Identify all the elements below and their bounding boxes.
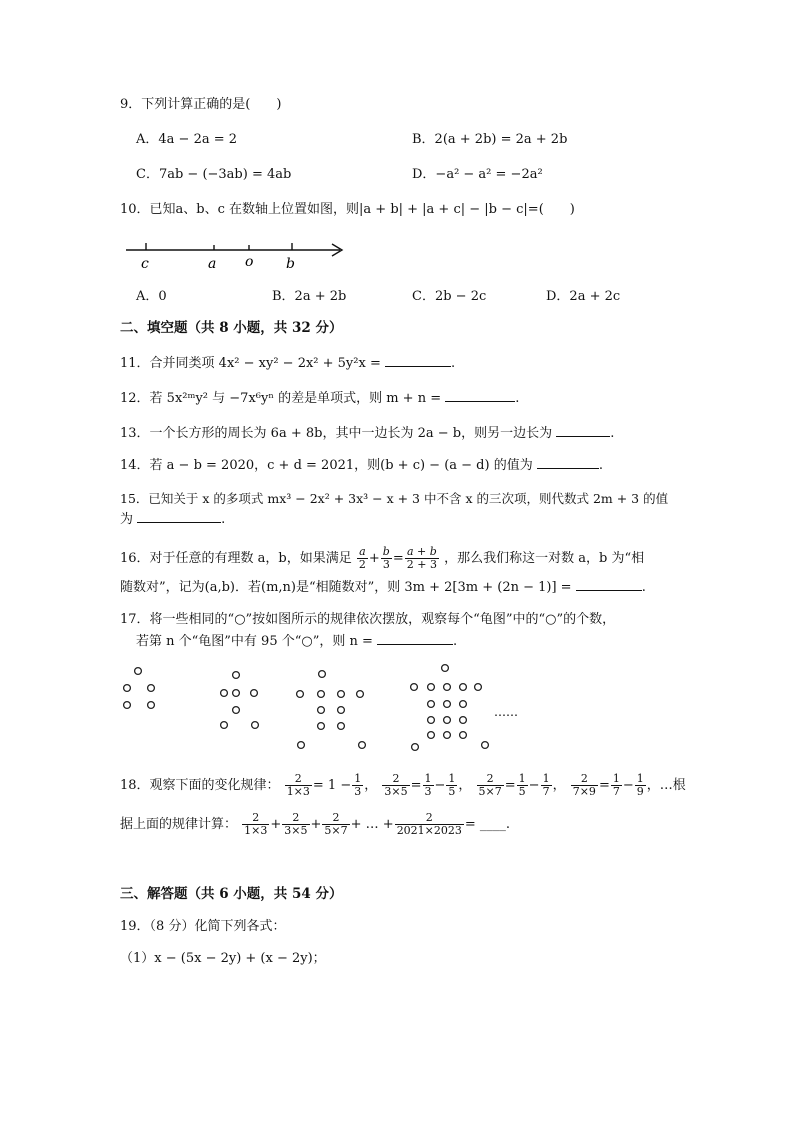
q16-line1	[120, 544, 644, 574]
q18-e2-den: 3×5	[384, 785, 408, 798]
q18-s4	[395, 812, 464, 837]
q14	[120, 456, 603, 475]
circle-f4	[412, 744, 419, 751]
circle-f4	[428, 732, 435, 739]
label-b: b	[286, 256, 295, 272]
q18-e1-rel: = 1 −	[312, 778, 352, 793]
q13	[120, 424, 614, 443]
q18-e3-a	[517, 773, 528, 798]
q18-e4-an: 1	[612, 772, 620, 785]
q9-option-d: D．−a² − a² = −2a²	[412, 167, 543, 182]
circle-f1	[124, 702, 131, 709]
q16-frac-b3	[381, 546, 392, 571]
circle-f2	[251, 690, 258, 697]
q15-wei: 为	[120, 512, 134, 527]
q19-part1: （1）x − (5x − 2y) + (x − 2y)；	[120, 951, 326, 966]
q18-e2-rel: =	[410, 778, 422, 793]
q13-blank[interactable]	[556, 424, 610, 437]
circle-f3	[357, 691, 364, 698]
q12-end: .	[515, 391, 520, 406]
q18-e4-bd: 9	[636, 785, 644, 798]
q16-line2-text: 随数对”，记为(a,b)．若(m,n)是“相随数对”，则 3m + 2[3m + (2n − 1)] =	[120, 580, 572, 595]
q18-e4-rel: =	[598, 778, 610, 793]
q18-e1-rnum: 1	[354, 772, 362, 785]
q18-e4-num: 2	[571, 773, 598, 786]
q18-s4-num: 2	[395, 812, 464, 825]
circle-f3	[359, 742, 366, 749]
q18-dots: + … +	[350, 817, 394, 832]
q11	[120, 354, 455, 373]
circle-f4	[428, 717, 435, 724]
circle-f4	[428, 684, 435, 691]
circle-f3	[318, 691, 325, 698]
q18-e1-den: 1×3	[286, 785, 310, 798]
circle-f3	[338, 707, 345, 714]
circle-f3	[338, 723, 345, 730]
q18-line1: 18．观察下面的变化规律： $\frac{2}{1\times 3}$ = 1 − $\frac{1}{3}$ ， $\frac{2}{3\times 5}$ = $\frac{1}{3}$ − $\frac{1}{5}$ ， $\frac{2}{5\times 7}$ = $\frac{1}{5}$ − $\frac{1}{7}$ ， $\frac{2}{7\times 9}$ = $\frac{1}{7}$ − $\frac{1}{9}$ ，…根	[120, 772, 686, 798]
q15-blank[interactable]	[137, 510, 221, 523]
q16-plus: +	[368, 551, 380, 566]
q10-stem: 10．已知a、b、c 在数轴上位置如图，则|a + b| + |a + c| − |b − c|=( )	[120, 202, 575, 217]
q18-e2-bn: 1	[448, 772, 456, 785]
q11-end: .	[451, 356, 456, 371]
q17-line1: 17．将一些相同的“○”按如图所示的规律依次摆放，观察每个“龟图”中的“○”的个数，	[120, 612, 616, 627]
q18-end[interactable]: = ____.	[464, 817, 511, 832]
q18-e3-an: 1	[518, 772, 526, 785]
q18-e3-bd: 7	[542, 785, 550, 798]
q18-line2: 据上面的规律计算： $\frac{2}{1\times 3}$ + $\frac{2}{3\times 5}$ + $\frac{2}{5\times 7}$ + … + $\frac{2}{2021\times 2023}$ = ____.	[120, 811, 511, 837]
turtle-figures	[110, 660, 550, 754]
circle-f4	[444, 684, 451, 691]
figures-ellipsis: ……	[494, 705, 518, 719]
q16-blank[interactable]	[576, 578, 642, 591]
q18-e4-den: 7×9	[572, 785, 596, 798]
circle-f4	[460, 717, 467, 724]
circle-f4	[444, 701, 451, 708]
q18-s1-den: 1×3	[244, 824, 268, 837]
q16-end: .	[641, 580, 646, 595]
q18-e4-ad: 7	[612, 785, 620, 798]
q18-e3-num: 2	[477, 773, 504, 786]
q18-e2-ad: 3	[424, 785, 432, 798]
circle-f3	[338, 691, 345, 698]
q16-part2: ，那么我们称这一对数 a，b 为“相	[444, 551, 645, 566]
q19-stem: 19．（8 分）化简下列各式：	[120, 919, 286, 934]
q16-line2	[120, 578, 646, 597]
q16-f2-num: b	[382, 545, 390, 558]
q18-s2	[282, 812, 309, 837]
circle-f4	[460, 732, 467, 739]
q17-end: .	[453, 634, 458, 649]
q18-s1-num: 2	[242, 812, 269, 825]
circle-f2	[221, 722, 228, 729]
q14-text: 14．若 a − b = 2020，c + d = 2021，则(b + c) − (a − d) 的值为	[120, 458, 533, 473]
circle-f1	[135, 668, 142, 675]
q9-stem: 9．下列计算正确的是( )	[120, 97, 282, 112]
q18-s3-den: 5×7	[324, 824, 348, 837]
q18-e3-ad: 5	[518, 785, 526, 798]
circle-f4	[444, 717, 451, 724]
q18-e4-frac	[571, 773, 598, 798]
q18-e4-a	[611, 773, 622, 798]
number-line-figure	[122, 238, 352, 274]
q17-blank[interactable]	[377, 632, 453, 645]
q18-s3-num: 2	[322, 812, 349, 825]
q18-e3-minus: −	[528, 778, 540, 793]
q18-e1-rfrac	[352, 773, 363, 798]
q18-e2-bd: 5	[448, 785, 456, 798]
q12-blank[interactable]	[445, 389, 515, 402]
q14-end: .	[598, 458, 603, 473]
circle-f4	[460, 701, 467, 708]
q18-s3	[322, 812, 349, 837]
q14-blank[interactable]	[537, 456, 599, 469]
q15-end: .	[221, 512, 226, 527]
q18-e2-a	[423, 773, 434, 798]
circle-f3	[318, 707, 325, 714]
q18-e2-num: 2	[382, 773, 409, 786]
q11-text: 11．合并同类项 4x² − xy² − 2x² + 5y²x =	[120, 356, 381, 371]
q11-blank[interactable]	[385, 354, 451, 367]
q16-frac-a2	[357, 546, 368, 571]
q18-s1	[242, 812, 269, 837]
circle-f4	[411, 684, 418, 691]
q17-line2-text: 若第 n 个“龟图”中有 95 个“○”，则 n =	[136, 634, 373, 649]
label-a: a	[208, 256, 217, 272]
q16-f2-den: 3	[382, 558, 390, 571]
q15-line1: 15．已知关于 x 的多项式 mx³ − 2x² + 3x³ − x + 3 中不含 x 的三次项，则代数式 2m + 3 的值	[120, 491, 669, 506]
section-3-title: 三、解答题（共 6 小题，共 54 分）	[120, 886, 343, 902]
circle-f2	[233, 672, 240, 679]
q10-option-b: B．2a + 2b	[272, 289, 347, 304]
circle-f4	[460, 684, 467, 691]
q9-option-a: A．4a − 2a = 2	[136, 132, 238, 147]
q17-line2	[136, 632, 457, 651]
q16-f1-num: a	[357, 546, 368, 559]
q18-e4-bn: 1	[636, 772, 644, 785]
circle-f1	[124, 685, 131, 692]
q18-line2-text: 据上面的规律计算：	[120, 817, 238, 832]
circle-f4	[482, 742, 489, 749]
q18-e4-minus: −	[622, 778, 634, 793]
q18-e1-frac	[285, 773, 312, 798]
circle-f3	[298, 742, 305, 749]
q18-e3-den: 5×7	[478, 785, 502, 798]
q18-e3-rel: =	[504, 778, 516, 793]
q13-end: .	[610, 426, 615, 441]
q10-option-d: D．2a + 2c	[546, 289, 621, 304]
q10-option-a: A．0	[136, 289, 167, 304]
q16-part1: 16．对于任意的有理数 a，b，如果满足	[120, 551, 352, 566]
q13-text: 13．一个长方形的周长为 6a + 8b，其中一边长为 2a − b，则另一边长为	[120, 426, 553, 441]
q12-text: 12．若 5x²ᵐy² 与 −7x⁶yⁿ 的差是单项式，则 m + n =	[120, 391, 442, 406]
q18-s2-den: 3×5	[284, 824, 308, 837]
circle-f4	[475, 684, 482, 691]
q18-e2-an: 1	[424, 772, 432, 785]
q18-tail: ，…根	[646, 778, 686, 793]
q18-e3-b	[541, 773, 552, 798]
label-c: c	[141, 256, 149, 272]
q16-f3-den: 2 + 3	[406, 558, 437, 571]
q18-intro: 18．观察下面的变化规律：	[120, 778, 280, 793]
q12	[120, 389, 519, 408]
q18-e2-frac	[382, 773, 409, 798]
q18-e3-frac	[477, 773, 504, 798]
circle-f2	[233, 690, 240, 697]
q16-eq: =	[392, 551, 404, 566]
q18-e2-b	[446, 773, 457, 798]
circle-f4	[444, 732, 451, 739]
q18-e3-bn: 1	[542, 772, 550, 785]
circle-f3	[319, 671, 326, 678]
circle-f3	[297, 691, 304, 698]
q18-e4-b	[635, 773, 646, 798]
q18-e2-minus: −	[434, 778, 446, 793]
q16-f1-den: 2	[358, 558, 366, 571]
circle-f2	[233, 707, 240, 714]
section-2-title: 二、填空题（共 8 小题，共 32 分）	[120, 320, 343, 336]
circle-f2	[252, 722, 259, 729]
circle-f1	[148, 702, 155, 709]
label-o: o	[245, 254, 254, 270]
circle-f1	[148, 685, 155, 692]
q18-s4-den: 2021×2023	[396, 824, 462, 837]
q18-s2-num: 2	[282, 812, 309, 825]
q16-f3-num: a + b	[405, 546, 439, 559]
circle-f4	[442, 665, 449, 672]
q18-e1-rden: 3	[354, 785, 362, 798]
q10-option-c: C．2b − 2c	[412, 289, 487, 304]
q15-line2	[120, 510, 225, 529]
circle-f4	[428, 701, 435, 708]
q16-frac-sum	[405, 546, 439, 571]
q18-e1-num: 2	[285, 773, 312, 786]
q9-option-c: C．7ab − (−3ab) = 4ab	[136, 167, 292, 182]
circle-f2	[221, 690, 228, 697]
q9-option-b: B．2(a + 2b) = 2a + 2b	[412, 132, 568, 147]
circle-f3	[318, 723, 325, 730]
